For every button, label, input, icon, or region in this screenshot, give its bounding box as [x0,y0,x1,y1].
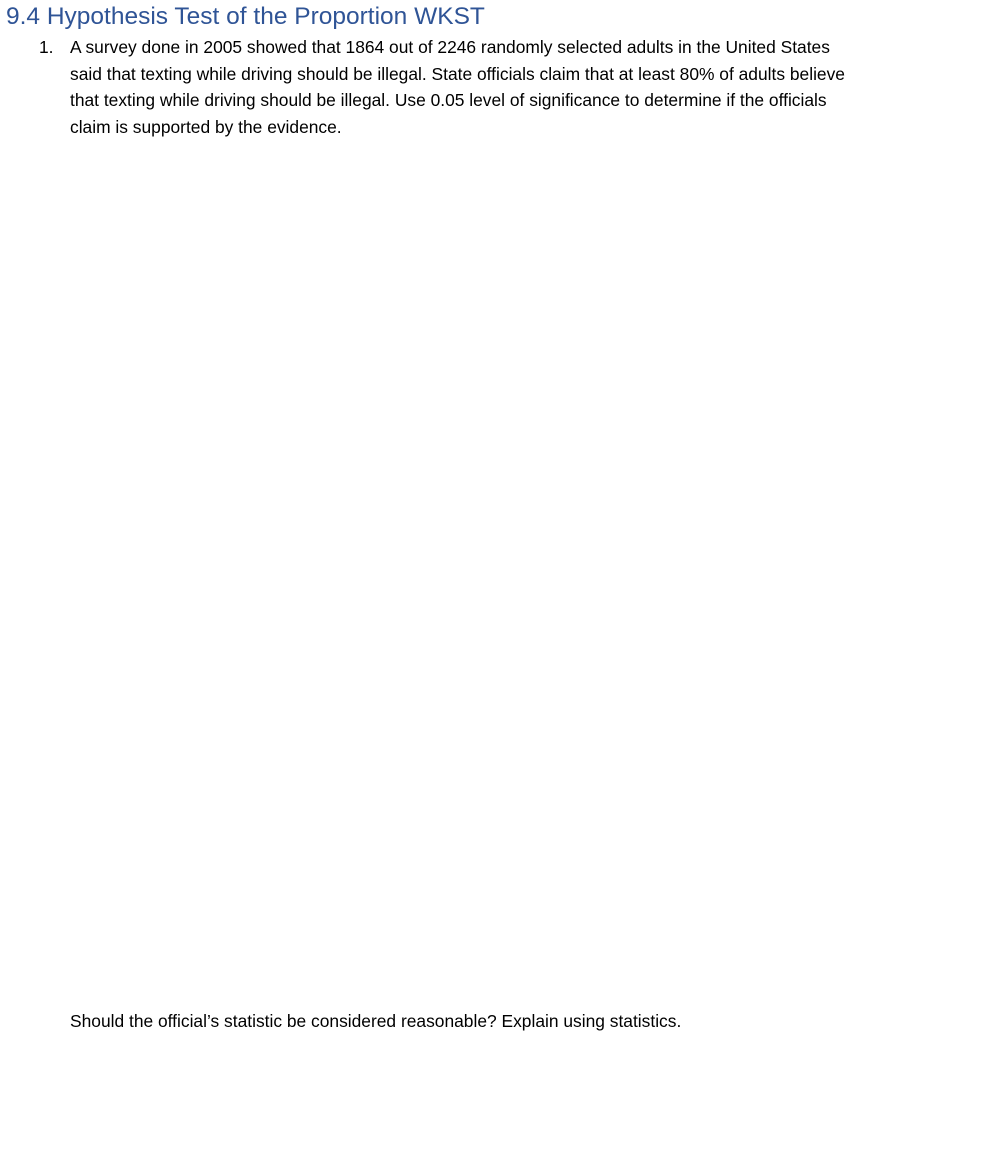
question-line-3: that texting while driving should be illegal. Use 0.05 level of significance to determine if the officials [70,90,827,110]
question-number: 1. [39,37,54,57]
question-text [70,34,970,140]
page-title: 9.4 Hypothesis Test of the Proportion WKST [6,3,485,30]
followup-question: Should the official’s statistic be considered reasonable? Explain using statistics. [70,1011,682,1031]
question-line-2: said that texting while driving should be illegal. State officials claim that at least 80% of adults believe [70,63,845,84]
question-line-1: A survey done in 2005 showed that 1864 out of 2246 randomly selected adults in the United States [70,37,830,57]
question-line-4: claim is supported by the evidence. [70,116,342,137]
answer-space [70,150,970,1000]
